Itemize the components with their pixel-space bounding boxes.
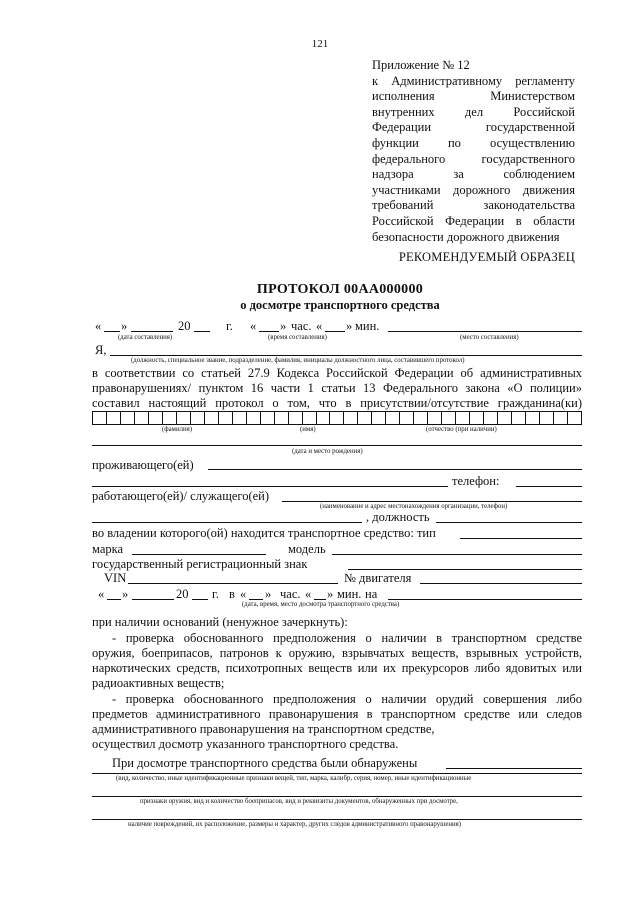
carried-out-line: осуществил досмотр указанного транспортного средства. — [92, 737, 399, 751]
min-close-quote: » — [346, 319, 353, 333]
appendix-header — [372, 58, 575, 245]
caption-inspection: (дата, время, место досмотра транспортного средства) — [242, 601, 400, 608]
caption-name: (имя) — [300, 426, 316, 433]
ground2-last: административного правонарушения на транспортном средстве, — [92, 722, 435, 736]
insp-date-open-quote: « — [98, 587, 105, 601]
reg-sign-field[interactable] — [348, 569, 582, 570]
insp-year-field[interactable] — [192, 599, 208, 600]
official-field[interactable] — [110, 355, 582, 356]
insp-hour-close-quote: » — [265, 587, 272, 601]
ground2-line: предметов административного правонарушения в транспортном средстве или следов — [92, 707, 582, 721]
phone-label: телефон: — [452, 474, 500, 488]
insp-min-close-quote: » — [327, 587, 334, 601]
caption-found-2: признаки оружия, вид и количество боеприпасов, вид и реквизиты документов, обнаруженных при досмотре, — [140, 798, 458, 805]
ground1-last: радиоактивных веществ; — [92, 676, 225, 690]
appendix-line: функции по осуществлению — [372, 135, 575, 150]
ground1-line: - проверка обоснованного предположения о наличии в транспортном средстве — [112, 631, 582, 645]
place-field[interactable] — [388, 331, 582, 332]
day-field[interactable] — [104, 331, 120, 332]
insp-place-field[interactable] — [388, 599, 582, 600]
appendix-line: безопасности дорожного движения — [372, 229, 560, 244]
position-label: , должность — [366, 510, 430, 524]
model-field[interactable] — [332, 554, 582, 555]
caption-surname: (фамилия) — [162, 426, 193, 433]
min-open-quote: « — [316, 319, 323, 333]
insp-hour-label: час. — [280, 587, 301, 601]
basis-line: в соответствии со статьей 27.9 Кодекса Российской Федерации об административных — [92, 366, 582, 380]
year-prefix: 20 — [178, 319, 191, 333]
insp-year-suffix: г. — [212, 587, 219, 601]
min-label: мин. — [355, 319, 380, 333]
page-number: 121 — [311, 38, 329, 50]
hour-close-quote: » — [280, 319, 287, 333]
caption-patronymic: (отчество (при наличии) — [426, 426, 497, 433]
reg-sign-label: государственный регистрационный знак — [92, 557, 308, 571]
basis-line: правонарушениях/ пунктом 16 части 1 статьи 13 Федерального закона «О полиции» — [92, 381, 582, 395]
ground2-line: - проверка обоснованного предположения о наличии орудий совершения либо — [112, 692, 582, 706]
insp-date-close-quote: » — [122, 587, 129, 601]
date-close-quote: » — [121, 319, 128, 333]
hour-open-quote: « — [250, 319, 257, 333]
ownership-label: во владении которого(ой) находится транспортное средство: тип — [92, 526, 436, 540]
found-field-2[interactable] — [92, 773, 582, 774]
org-field-2[interactable] — [92, 522, 362, 523]
working-label: работающего(ей)/ служащего(ей) — [92, 489, 270, 503]
caption-birth: (дата и место рождения) — [292, 448, 363, 455]
caption-org: (наименование и адрес местонахождения организации, телефон) — [320, 503, 508, 510]
basis-line: составил настоящий протокол о том, что в присутствии/отсутствие гражданина(ки) — [92, 396, 582, 410]
residing-field-2[interactable] — [92, 486, 448, 487]
caption-found-3: наличие повреждений, их расположение, размеры и характер, других следов административного правонарушения) — [128, 821, 462, 828]
ground1-line: оружия, боеприпасов, патронов к оружию, взрывчатых веществ, взрывных устройств, — [92, 646, 582, 660]
appendix-line: Федерации государственной — [372, 120, 575, 135]
caption-official: (должность, специальное звание, подразделение, фамилия, инициалы должностного лица, составившего протокол) — [131, 357, 465, 364]
model-label: модель — [288, 542, 326, 556]
insp-minute-field[interactable] — [314, 599, 326, 600]
hour-label: час. — [291, 319, 312, 333]
insp-month-field[interactable] — [132, 599, 174, 600]
insp-hour-open-quote: « — [240, 587, 247, 601]
appendix-line: к Административному регламенту — [372, 73, 575, 88]
appendix-line: требований законодательства — [372, 198, 575, 213]
caption-date: (дата составления) — [118, 334, 173, 341]
engine-label: № двигателя — [344, 571, 412, 585]
brand-label: марка — [92, 542, 124, 556]
insp-hour-field[interactable] — [249, 599, 263, 600]
document-subtitle: о досмотре транспортного средства — [240, 298, 440, 312]
insp-min-open-quote: « — [305, 587, 312, 601]
engine-field[interactable] — [420, 583, 582, 584]
month-field[interactable] — [131, 331, 173, 332]
insp-na-label: на — [365, 587, 378, 601]
appendix-line: внутренних дел Российской — [372, 104, 575, 119]
found-label: При досмотре транспортного средства были обнаружены — [112, 756, 418, 770]
residing-field[interactable] — [208, 469, 582, 470]
year-suffix: г. — [226, 319, 233, 333]
caption-found-1: (вид, количество, иные идентификационные признаки вещей, тип, марка, калибр, серия, номер, иные идентификационные — [116, 775, 472, 782]
appendix-line: участниками дорожного движения — [372, 182, 575, 197]
appendix-line: надзора за соблюдением — [372, 167, 575, 182]
sample-label: РЕКОМЕНДУЕМЫЙ ОБРАЗЕЦ — [398, 250, 575, 264]
vin-field[interactable] — [128, 583, 338, 584]
found-field-3[interactable] — [92, 796, 582, 797]
residing-label: проживающего(ей) — [92, 458, 194, 472]
brand-field[interactable] — [132, 554, 266, 555]
found-field-4[interactable] — [92, 819, 582, 820]
date-open-quote: « — [95, 319, 102, 333]
hour-field[interactable] — [259, 331, 279, 332]
fio-cells[interactable] — [92, 411, 582, 425]
year-field[interactable] — [194, 331, 210, 332]
document-title: ПРОТОКОЛ 00АА000000 — [256, 282, 424, 297]
caption-time: (время составления) — [268, 334, 327, 341]
working-field[interactable] — [282, 501, 582, 502]
position-field[interactable] — [436, 522, 582, 523]
vehicle-type-field[interactable] — [460, 538, 582, 539]
grounds-intro: при наличии оснований (ненужное зачеркнуть): — [92, 615, 348, 629]
vin-label: VIN — [104, 571, 127, 585]
appendix-line: Российской Федерации в области — [372, 213, 575, 228]
appendix-line: исполнения Министерством — [372, 89, 575, 104]
insp-year-prefix: 20 — [176, 587, 189, 601]
found-field[interactable] — [446, 768, 582, 769]
appendix-line: федерального государственного — [372, 151, 575, 166]
insp-day-field[interactable] — [107, 599, 121, 600]
appendix-line: Приложение № 12 — [372, 58, 470, 72]
insp-min-label: мин. — [337, 587, 362, 601]
birth-field[interactable] — [92, 445, 582, 446]
phone-field[interactable] — [516, 486, 582, 487]
caption-place: (место составления) — [460, 334, 519, 341]
insp-v-label: в — [229, 587, 235, 601]
minute-field[interactable] — [325, 331, 345, 332]
ya-label: Я, — [95, 343, 107, 357]
ground1-line: наркотических средств, психотропных веществ или их прекурсоров либо ядовитых или — [92, 661, 582, 675]
